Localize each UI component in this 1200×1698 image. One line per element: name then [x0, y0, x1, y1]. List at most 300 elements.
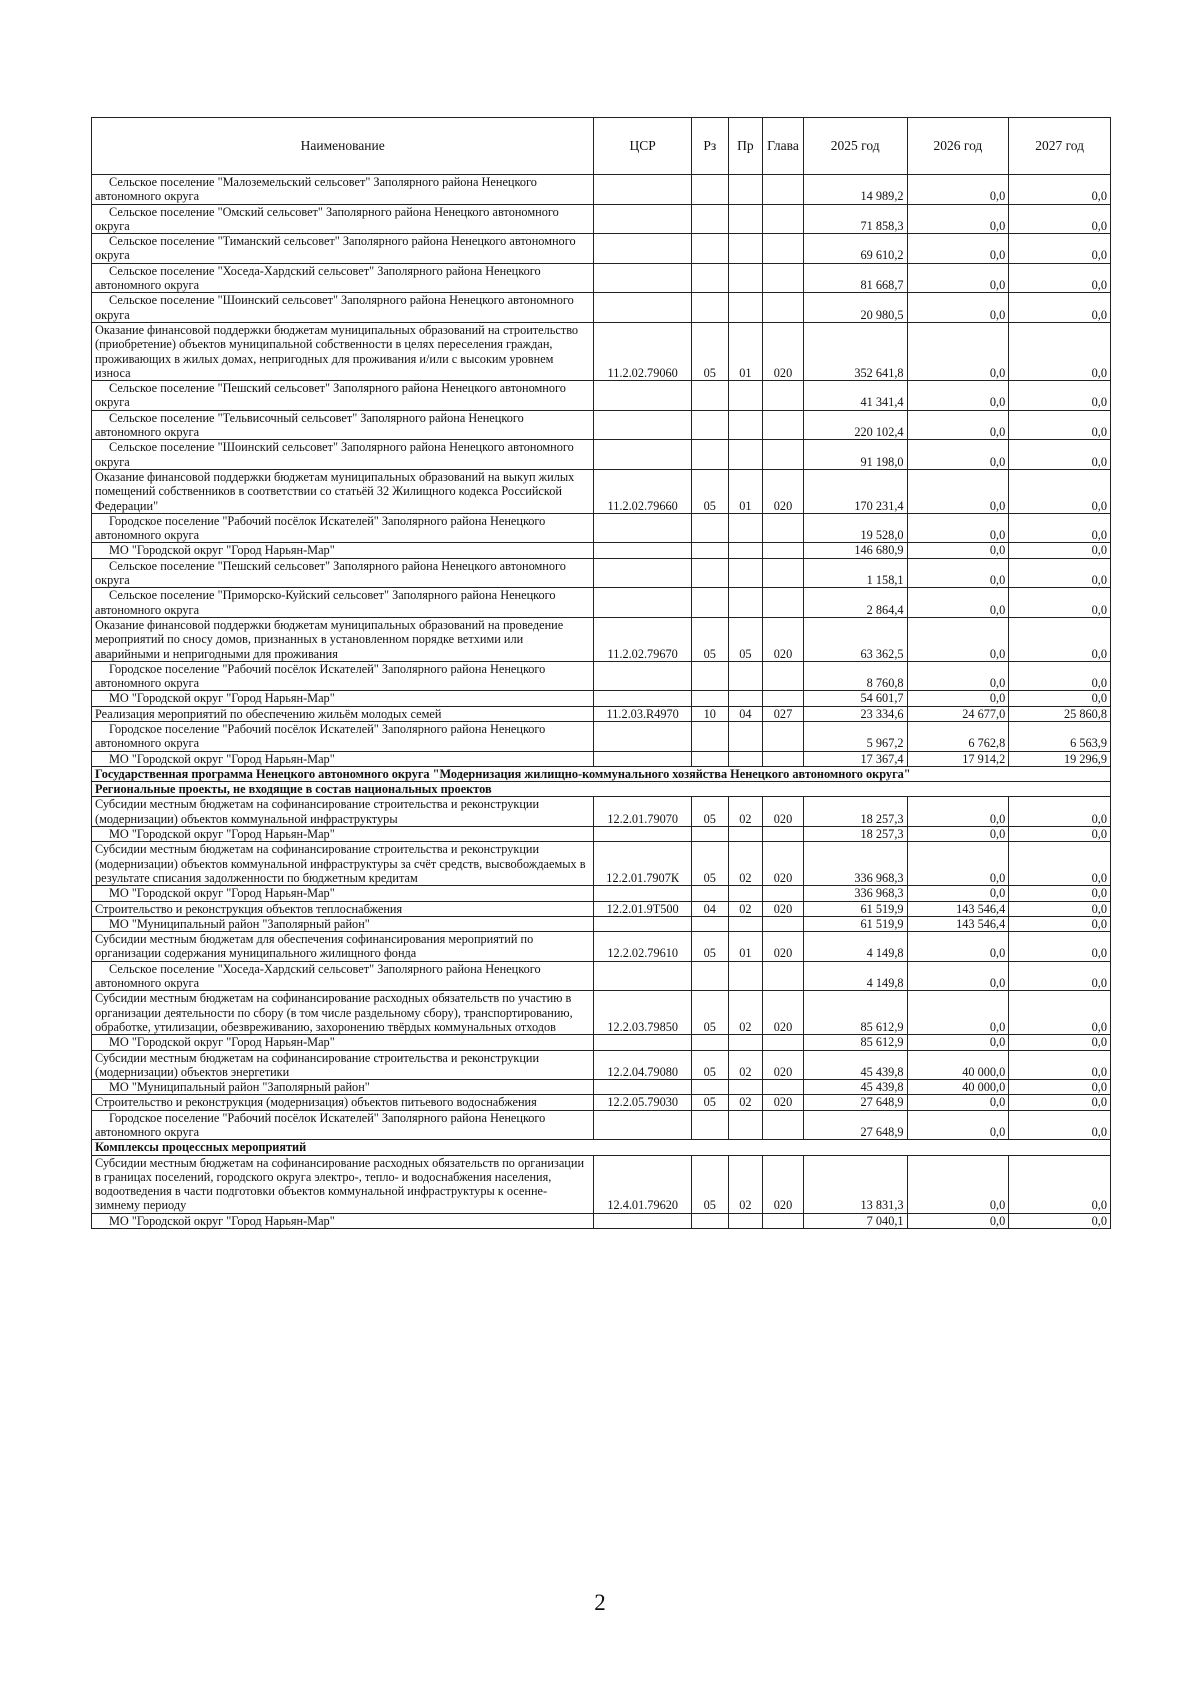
row-value-2025: 69 610,2 [803, 234, 907, 264]
row-pr [728, 293, 763, 323]
header-glava: Глава [763, 118, 804, 175]
row-value-2025: 170 231,4 [803, 469, 907, 513]
header-pr: Пр [728, 118, 763, 175]
row-value-2026: 0,0 [907, 797, 1009, 827]
row-csr [594, 410, 692, 440]
row-csr [594, 1035, 692, 1050]
row-rz [692, 1080, 729, 1095]
row-value-2026: 0,0 [907, 1110, 1009, 1140]
row-value-2026: 6 762,8 [907, 721, 1009, 751]
row-pr [728, 827, 763, 842]
table-row [92, 263, 1111, 293]
row-value-2027: 0,0 [1009, 234, 1111, 264]
row-rz [692, 827, 729, 842]
row-rz [692, 381, 729, 411]
row-value-2025: 336 968,3 [803, 842, 907, 886]
row-rz [692, 661, 729, 691]
row-value-2026: 24 677,0 [907, 706, 1009, 721]
row-name: МО "Городской округ "Город Нарьян-Мар" [92, 886, 594, 901]
row-name: Субсидии местным бюджетам на софинансирование строительства и реконструкции (модернизации) объектов энергетики [92, 1050, 594, 1080]
row-csr [594, 1213, 692, 1228]
row-value-2025: 54 601,7 [803, 691, 907, 706]
row-pr [728, 1035, 763, 1050]
row-value-2027: 25 860,8 [1009, 706, 1111, 721]
row-value-2027: 0,0 [1009, 901, 1111, 916]
row-glava [763, 440, 804, 470]
row-glava: 020 [763, 842, 804, 886]
table-row [92, 234, 1111, 264]
row-name: Субсидии местным бюджетам на софинансирование расходных обязательств по организации в границах поселений, городского округа электро-, тепло- и водоснабжения населения, водоотведения в части подготовки объектов коммунальной инфраструктуры к осенне-зимнему периоду [92, 1155, 594, 1213]
row-glava [763, 1213, 804, 1228]
row-value-2025: 45 439,8 [803, 1050, 907, 1080]
row-csr [594, 751, 692, 766]
row-value-2027: 0,0 [1009, 1095, 1111, 1110]
table-row [92, 916, 1111, 931]
row-rz: 05 [692, 991, 729, 1035]
row-pr [728, 661, 763, 691]
table-header-row [92, 118, 1111, 175]
row-value-2026: 0,0 [907, 175, 1009, 205]
row-value-2027: 0,0 [1009, 1110, 1111, 1140]
table-row [92, 751, 1111, 766]
row-csr: 11.2.02.79660 [594, 469, 692, 513]
row-value-2026: 0,0 [907, 469, 1009, 513]
section-title: Государственная программа Ненецкого автономного округа "Модернизация жилищно-коммунального хозяйства Ненецкого автономного округа" [92, 766, 1111, 781]
row-name: Сельское поселение "Хоседа-Хардский сельсовет" Заполярного района Ненецкого автономного округа [92, 961, 594, 991]
row-value-2027: 0,0 [1009, 513, 1111, 543]
row-rz: 05 [692, 469, 729, 513]
row-value-2025: 91 198,0 [803, 440, 907, 470]
row-value-2026: 0,0 [907, 588, 1009, 618]
row-csr: 12.2.01.79070 [594, 797, 692, 827]
row-pr [728, 204, 763, 234]
row-csr [594, 661, 692, 691]
row-value-2025: 18 257,3 [803, 797, 907, 827]
table-row [92, 617, 1111, 661]
row-pr [728, 751, 763, 766]
row-value-2026: 0,0 [907, 1035, 1009, 1050]
row-glava [763, 263, 804, 293]
table-row [92, 1095, 1111, 1110]
header-rz: Рз [692, 118, 729, 175]
row-csr: 12.2.03.79850 [594, 991, 692, 1035]
row-value-2026: 0,0 [907, 1155, 1009, 1213]
row-csr: 12.2.01.9Т500 [594, 901, 692, 916]
row-name: Сельское поселение "Омский сельсовет" Заполярного района Ненецкого автономного округа [92, 204, 594, 234]
row-csr: 12.2.01.7907К [594, 842, 692, 886]
row-name: Оказание финансовой поддержки бюджетам муниципальных образований на строительство (приобретение) объектов муниципальной собственности в целях переселения граждан, проживающих в жилых домах, непригодных для проживания и/или с высоким уровнем износа [92, 322, 594, 380]
table-row [92, 513, 1111, 543]
row-pr: 04 [728, 706, 763, 721]
row-value-2027: 0,0 [1009, 932, 1111, 962]
row-value-2025: 1 158,1 [803, 558, 907, 588]
header-2026: 2026 год [907, 118, 1009, 175]
table-row [92, 293, 1111, 323]
row-rz: 10 [692, 706, 729, 721]
row-csr [594, 558, 692, 588]
row-glava [763, 721, 804, 751]
section-row [92, 782, 1111, 797]
row-name: Субсидии местным бюджетам для обеспечения софинансирования мероприятий по организации содержания муниципального жилищного фонда [92, 932, 594, 962]
table-row [92, 1110, 1111, 1140]
row-name: МО "Городской округ "Город Нарьян-Мар" [92, 827, 594, 842]
row-value-2026: 0,0 [907, 440, 1009, 470]
row-pr [728, 513, 763, 543]
row-csr [594, 691, 692, 706]
row-rz [692, 961, 729, 991]
row-value-2026: 17 914,2 [907, 751, 1009, 766]
row-name: Сельское поселение "Тельвисочный сельсовет" Заполярного района Ненецкого автономного округа [92, 410, 594, 440]
row-value-2027: 0,0 [1009, 558, 1111, 588]
row-pr [728, 381, 763, 411]
row-glava: 020 [763, 932, 804, 962]
row-name: Сельское поселение "Пешский сельсовет" Заполярного района Ненецкого автономного округа [92, 381, 594, 411]
row-rz: 05 [692, 932, 729, 962]
row-value-2025: 4 149,8 [803, 932, 907, 962]
row-value-2026: 0,0 [907, 661, 1009, 691]
row-name: Сельское поселение "Шоинский сельсовет" Заполярного района Ненецкого автономного округа [92, 440, 594, 470]
row-value-2026: 0,0 [907, 961, 1009, 991]
row-rz: 05 [692, 842, 729, 886]
table-row [92, 661, 1111, 691]
row-csr: 12.2.02.79610 [594, 932, 692, 962]
row-glava [763, 1110, 804, 1140]
row-rz [692, 293, 729, 323]
row-csr [594, 1080, 692, 1095]
row-value-2027: 0,0 [1009, 1035, 1111, 1050]
row-value-2025: 18 257,3 [803, 827, 907, 842]
row-glava [763, 513, 804, 543]
row-pr [728, 234, 763, 264]
row-value-2027: 0,0 [1009, 827, 1111, 842]
row-pr [728, 588, 763, 618]
row-csr [594, 293, 692, 323]
row-glava: 020 [763, 1050, 804, 1080]
row-pr [728, 916, 763, 931]
row-csr [594, 175, 692, 205]
row-pr: 01 [728, 932, 763, 962]
row-csr: 11.2.03.R4970 [594, 706, 692, 721]
row-pr [728, 263, 763, 293]
row-rz: 04 [692, 901, 729, 916]
row-csr [594, 1110, 692, 1140]
table-row [92, 961, 1111, 991]
table-row [92, 558, 1111, 588]
row-glava [763, 886, 804, 901]
row-rz [692, 543, 729, 558]
row-value-2026: 0,0 [907, 842, 1009, 886]
row-pr [728, 721, 763, 751]
row-value-2026: 40 000,0 [907, 1050, 1009, 1080]
row-value-2027: 0,0 [1009, 588, 1111, 618]
row-value-2025: 61 519,9 [803, 901, 907, 916]
table-row [92, 1213, 1111, 1228]
section-row [92, 1140, 1111, 1155]
row-value-2027: 6 563,9 [1009, 721, 1111, 751]
row-pr [728, 175, 763, 205]
row-name: МО "Городской округ "Город Нарьян-Мар" [92, 751, 594, 766]
row-glava [763, 916, 804, 931]
row-pr [728, 1110, 763, 1140]
table-row [92, 886, 1111, 901]
row-rz [692, 410, 729, 440]
row-value-2027: 0,0 [1009, 322, 1111, 380]
row-value-2026: 0,0 [907, 827, 1009, 842]
row-glava [763, 961, 804, 991]
row-pr: 02 [728, 901, 763, 916]
row-csr: 11.2.02.79670 [594, 617, 692, 661]
row-rz [692, 175, 729, 205]
row-rz: 05 [692, 797, 729, 827]
row-glava [763, 175, 804, 205]
row-pr [728, 886, 763, 901]
row-name: Городское поселение "Рабочий посёлок Искателей" Заполярного района Ненецкого автономного округа [92, 513, 594, 543]
table-row [92, 1155, 1111, 1213]
row-rz [692, 691, 729, 706]
row-value-2025: 2 864,4 [803, 588, 907, 618]
row-value-2026: 0,0 [907, 617, 1009, 661]
row-glava [763, 543, 804, 558]
table-row [92, 588, 1111, 618]
row-pr [728, 558, 763, 588]
row-name: Реализация мероприятий по обеспечению жильём молодых семей [92, 706, 594, 721]
header-2027: 2027 год [1009, 118, 1111, 175]
row-name: Сельское поселение "Малоземельский сельсовет" Заполярного района Ненецкого автономного округа [92, 175, 594, 205]
row-glava [763, 827, 804, 842]
row-name: Субсидии местным бюджетам на софинансирование строительства и реконструкции (модернизации) объектов коммунальной инфраструктуры [92, 797, 594, 827]
row-value-2027: 0,0 [1009, 263, 1111, 293]
row-value-2027: 0,0 [1009, 410, 1111, 440]
row-rz [692, 234, 729, 264]
row-value-2025: 27 648,9 [803, 1095, 907, 1110]
row-rz: 05 [692, 617, 729, 661]
row-value-2026: 0,0 [907, 263, 1009, 293]
row-value-2025: 13 831,3 [803, 1155, 907, 1213]
row-value-2027: 0,0 [1009, 1155, 1111, 1213]
row-value-2027: 0,0 [1009, 469, 1111, 513]
section-title: Комплексы процессных мероприятий [92, 1140, 1111, 1155]
row-value-2027: 0,0 [1009, 842, 1111, 886]
row-glava: 020 [763, 901, 804, 916]
row-value-2026: 0,0 [907, 1213, 1009, 1228]
row-value-2025: 63 362,5 [803, 617, 907, 661]
row-csr [594, 440, 692, 470]
row-glava [763, 751, 804, 766]
table-row [92, 410, 1111, 440]
row-rz [692, 588, 729, 618]
row-value-2027: 0,0 [1009, 440, 1111, 470]
row-csr [594, 827, 692, 842]
row-name: МО "Муниципальный район "Заполярный район" [92, 916, 594, 931]
row-name: МО "Городской округ "Город Нарьян-Мар" [92, 1035, 594, 1050]
row-rz [692, 721, 729, 751]
row-name: Сельское поселение "Хоседа-Хардский сельсовет" Заполярного района Ненецкого автономного округа [92, 263, 594, 293]
row-pr [728, 1080, 763, 1095]
table-row [92, 827, 1111, 842]
row-pr: 05 [728, 617, 763, 661]
row-value-2025: 71 858,3 [803, 204, 907, 234]
row-name: МО "Городской округ "Город Нарьян-Мар" [92, 691, 594, 706]
row-glava: 020 [763, 322, 804, 380]
row-value-2025: 61 519,9 [803, 916, 907, 931]
row-value-2025: 146 680,9 [803, 543, 907, 558]
table-row [92, 175, 1111, 205]
row-name: Сельское поселение "Приморско-Куйский сельсовет" Заполярного района Ненецкого автономного округа [92, 588, 594, 618]
row-rz: 05 [692, 1095, 729, 1110]
row-glava: 020 [763, 991, 804, 1035]
row-value-2026: 143 546,4 [907, 916, 1009, 931]
row-name: МО "Городской округ "Город Нарьян-Мар" [92, 1213, 594, 1228]
row-value-2025: 8 760,8 [803, 661, 907, 691]
table-row [92, 991, 1111, 1035]
row-glava [763, 234, 804, 264]
table-row [92, 1050, 1111, 1080]
row-csr [594, 263, 692, 293]
row-value-2026: 40 000,0 [907, 1080, 1009, 1095]
row-value-2027: 0,0 [1009, 886, 1111, 901]
row-value-2027: 0,0 [1009, 991, 1111, 1035]
row-value-2025: 81 668,7 [803, 263, 907, 293]
table-row [92, 691, 1111, 706]
row-name: Сельское поселение "Шоинский сельсовет" Заполярного района Ненецкого автономного округа [92, 293, 594, 323]
table-row [92, 797, 1111, 827]
row-glava [763, 410, 804, 440]
row-value-2026: 0,0 [907, 886, 1009, 901]
row-value-2025: 7 040,1 [803, 1213, 907, 1228]
row-glava [763, 293, 804, 323]
row-value-2025: 220 102,4 [803, 410, 907, 440]
row-glava [763, 1035, 804, 1050]
row-value-2025: 27 648,9 [803, 1110, 907, 1140]
row-csr [594, 543, 692, 558]
row-glava [763, 558, 804, 588]
row-csr: 12.2.05.79030 [594, 1095, 692, 1110]
row-value-2026: 0,0 [907, 513, 1009, 543]
row-glava: 020 [763, 1155, 804, 1213]
row-glava [763, 204, 804, 234]
row-value-2025: 336 968,3 [803, 886, 907, 901]
row-value-2026: 0,0 [907, 543, 1009, 558]
row-pr: 02 [728, 1050, 763, 1080]
row-value-2027: 0,0 [1009, 1080, 1111, 1095]
row-value-2027: 0,0 [1009, 1050, 1111, 1080]
row-value-2025: 4 149,8 [803, 961, 907, 991]
row-value-2025: 20 980,5 [803, 293, 907, 323]
row-value-2027: 0,0 [1009, 916, 1111, 931]
row-value-2026: 0,0 [907, 381, 1009, 411]
row-csr [594, 381, 692, 411]
table-row [92, 381, 1111, 411]
row-rz [692, 440, 729, 470]
row-glava: 020 [763, 1095, 804, 1110]
row-value-2025: 85 612,9 [803, 991, 907, 1035]
row-value-2027: 0,0 [1009, 691, 1111, 706]
table-row [92, 706, 1111, 721]
row-rz [692, 916, 729, 931]
row-pr [728, 543, 763, 558]
row-value-2027: 0,0 [1009, 381, 1111, 411]
row-value-2027: 0,0 [1009, 661, 1111, 691]
header-csr: ЦСР [594, 118, 692, 175]
row-value-2026: 0,0 [907, 1095, 1009, 1110]
row-rz [692, 886, 729, 901]
row-csr [594, 886, 692, 901]
row-csr [594, 204, 692, 234]
row-value-2027: 0,0 [1009, 293, 1111, 323]
row-rz [692, 751, 729, 766]
row-rz [692, 204, 729, 234]
row-value-2027: 0,0 [1009, 175, 1111, 205]
row-name: МО "Городской округ "Город Нарьян-Мар" [92, 543, 594, 558]
row-glava: 027 [763, 706, 804, 721]
table-row [92, 901, 1111, 916]
header-name: Наименование [92, 118, 594, 175]
header-2025: 2025 год [803, 118, 907, 175]
row-name: Сельское поселение "Тиманский сельсовет" Заполярного района Ненецкого автономного округа [92, 234, 594, 264]
row-glava: 020 [763, 469, 804, 513]
row-value-2027: 19 296,9 [1009, 751, 1111, 766]
row-csr: 12.4.01.79620 [594, 1155, 692, 1213]
row-name: Субсидии местным бюджетам на софинансирование строительства и реконструкции (модернизации) объектов коммунальной инфраструктуры за счёт средств, высвобождаемых в результате списания задолженности по бюджетным кредитам [92, 842, 594, 886]
row-csr [594, 961, 692, 991]
table-row [92, 1035, 1111, 1050]
row-glava: 020 [763, 797, 804, 827]
row-csr: 11.2.02.79060 [594, 322, 692, 380]
table-row [92, 469, 1111, 513]
row-pr: 01 [728, 322, 763, 380]
row-pr [728, 691, 763, 706]
row-rz [692, 1110, 729, 1140]
row-value-2026: 0,0 [907, 410, 1009, 440]
row-value-2025: 5 967,2 [803, 721, 907, 751]
table-row [92, 842, 1111, 886]
row-glava [763, 661, 804, 691]
row-value-2026: 0,0 [907, 991, 1009, 1035]
row-glava [763, 381, 804, 411]
row-value-2025: 19 528,0 [803, 513, 907, 543]
row-csr [594, 234, 692, 264]
row-value-2027: 0,0 [1009, 961, 1111, 991]
row-value-2025: 14 989,2 [803, 175, 907, 205]
row-csr: 12.2.04.79080 [594, 1050, 692, 1080]
row-value-2025: 17 367,4 [803, 751, 907, 766]
table-row [92, 440, 1111, 470]
row-value-2025: 85 612,9 [803, 1035, 907, 1050]
row-value-2027: 0,0 [1009, 1213, 1111, 1228]
row-rz [692, 263, 729, 293]
row-rz: 05 [692, 1050, 729, 1080]
row-pr: 02 [728, 797, 763, 827]
row-name: Сельское поселение "Пешский сельсовет" Заполярного района Ненецкого автономного округа [92, 558, 594, 588]
row-glava [763, 1080, 804, 1095]
row-rz: 05 [692, 322, 729, 380]
section-row [92, 766, 1111, 781]
row-value-2025: 41 341,4 [803, 381, 907, 411]
row-value-2026: 0,0 [907, 234, 1009, 264]
row-name: Строительство и реконструкция объектов теплоснабжения [92, 901, 594, 916]
row-value-2027: 0,0 [1009, 797, 1111, 827]
row-csr [594, 916, 692, 931]
table-row [92, 543, 1111, 558]
table-row [92, 1080, 1111, 1095]
row-pr: 02 [728, 991, 763, 1035]
row-pr: 02 [728, 1095, 763, 1110]
row-rz [692, 558, 729, 588]
row-value-2027: 0,0 [1009, 543, 1111, 558]
row-name: Оказание финансовой поддержки бюджетам муниципальных образований на выкуп жилых помещений собственников в соответствии со статьёй 32 Жилищного кодекса Российской Федерации" [92, 469, 594, 513]
row-rz [692, 1213, 729, 1228]
row-csr [594, 721, 692, 751]
